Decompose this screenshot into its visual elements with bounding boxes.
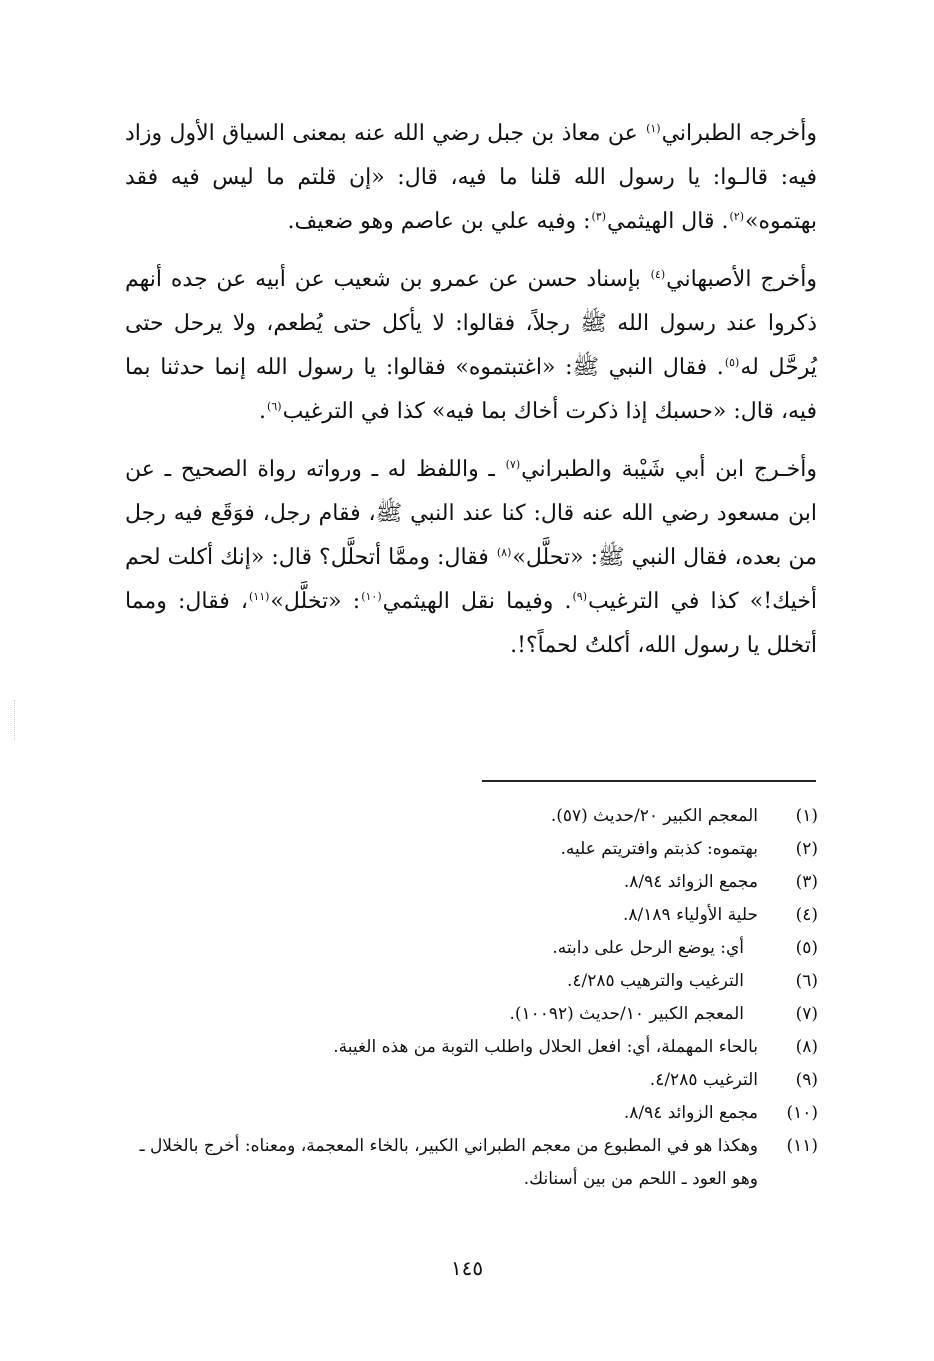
text-run: ، فقال: ومما أتخلل يا رسول الله، أكلتُ لحماً؟!.: [125, 589, 817, 658]
footnote-ref: (١٠): [361, 589, 382, 603]
footnote-text: أي: يوضع الرحل على دابته.: [552, 938, 744, 958]
text-run: . وفيما نقل الهيثمي: [382, 589, 572, 614]
footnote-ref: (١١): [249, 589, 270, 603]
footnote-number: (٩): [795, 1070, 818, 1090]
text-run: بإسناد حسن عن عمرو بن شعيب عن أبيه عن جده أنهم ذكروا عند رسول الله ﷺ رجلاً، فقالوا: لا يأكل حتى يُطعم، ولا يرحل حتى يُرحَّل له: [125, 267, 817, 380]
page-number: ١٤٥: [450, 1256, 484, 1280]
footnote: [120, 1064, 818, 1097]
footnote-ref: (٢): [729, 209, 745, 223]
footnote-text: الترغيب ٤/٢٨٥.: [649, 1070, 758, 1090]
footnote: [120, 965, 818, 998]
text-run: ـ واللفظ له ـ ورواته رواة الصحيح ـ عن ابن مسعود رضي الله عنه قال: كنا عند النبي ﷺ، فقام رجل، فوَقَع فيه رجل من بعده، فقال النبي ﷺ: «تحلَّل»: [125, 457, 817, 570]
footnote: [120, 932, 818, 965]
footnote-number: (١٠): [786, 1103, 818, 1123]
footnote-ref: (٨): [496, 545, 512, 559]
footnote-number: (٤): [795, 905, 818, 925]
footnote-ref: (٧): [505, 457, 521, 471]
footnote-number: (٢): [795, 839, 818, 859]
footnote: [120, 866, 818, 899]
footnotes: [120, 800, 818, 1196]
text-run: . فقال النبي ﷺ: «اغتبتموه» فقالوا: يا رسول الله إنما حدثنا بما فيه، قال: «حسبك إذا ذكرت أخاك بما فيه» كذا في الترغيب: [125, 355, 817, 424]
footnote-text: مجمع الزوائد ٨/٩٤.: [623, 1103, 758, 1123]
main-text: [125, 112, 817, 682]
footnote-separator: [482, 780, 816, 782]
text-run: .: [259, 399, 267, 424]
footnote-ref: (٣): [591, 209, 607, 223]
footnote-text: بهتموه: كذبتم وافتريتم عليه.: [560, 839, 758, 859]
scan-margin-mark: [14, 700, 19, 740]
footnote-text: المعجم الكبير ٢٠/حديث (٥٧).: [550, 806, 758, 826]
paragraph: [125, 448, 817, 668]
footnote: [120, 1031, 818, 1064]
footnote-text: وهكذا هو في المطبوع من معجم الطبراني الكبير، بالخاء المعجمة، ومعناه: أخرج بالخلال ـ وهو العود ـ اللحم من بين أسنانك.: [139, 1136, 758, 1189]
footnote-ref: (٥): [724, 355, 740, 369]
paragraph: [125, 112, 817, 244]
text-run: : وفيه علي بن عاصم وهو ضعيف.: [287, 209, 591, 234]
footnote-text: المعجم الكبير ١٠/حديث (١٠٠٩٢).: [509, 1004, 744, 1024]
footnote-ref: (٩): [572, 589, 587, 603]
footnote-text: بالحاء المهملة، أي: افعل الحلال واطلب التوبة من هذه الغيبة.: [333, 1037, 758, 1057]
footnote-ref: (٤): [650, 267, 666, 281]
footnote-number: (٧): [795, 1004, 818, 1024]
text-run: . قال الهيثمي: [607, 209, 729, 234]
footnote: [120, 800, 818, 833]
footnote-text: الترغيب والترهيب ٤/٢٨٥.: [566, 971, 744, 991]
footnote-ref: (١): [646, 121, 661, 135]
text-run: فقال: وممَّا أتحلَّل؟ قال: «إنك أكلت لحم أخيك!» كذا في الترغيب: [125, 545, 817, 614]
text-run: : «تخلَّل»: [270, 589, 361, 614]
footnote: [120, 998, 818, 1031]
text-run: وأخـرج ابن أبي شَيْبة والطبراني: [521, 457, 817, 482]
footnote-text: حلية الأولياء ٨/١٨٩.: [623, 905, 758, 925]
text-run: عن معاذ بن جبل رضي الله عنه بمعنى السياق الأول وزاد فيه: قالـوا: يا رسول الله قلنا ما فيه، قال: «إن قلتم ما ليس فيه فقد بهتموه»: [125, 121, 817, 234]
footnote-ref: (٦): [267, 399, 282, 413]
text-run: وأخرجه الطبراني: [661, 121, 817, 146]
footnote-number: (٦): [795, 971, 818, 991]
footnote: [120, 1130, 818, 1196]
text-run: وأخرج الأصبهاني: [666, 267, 817, 292]
footnote-number: (٥): [795, 938, 818, 958]
footnote-number: (٣): [795, 872, 818, 892]
footnote-text: مجمع الزوائد ٨/٩٤.: [623, 872, 758, 892]
footnote: [120, 833, 818, 866]
footnote-number: (٨): [795, 1037, 818, 1057]
footnote: [120, 1097, 818, 1130]
footnote-number: (١): [795, 806, 818, 826]
footnote: [120, 899, 818, 932]
paragraph: [125, 258, 817, 434]
footnote-number: (١١): [786, 1136, 818, 1156]
